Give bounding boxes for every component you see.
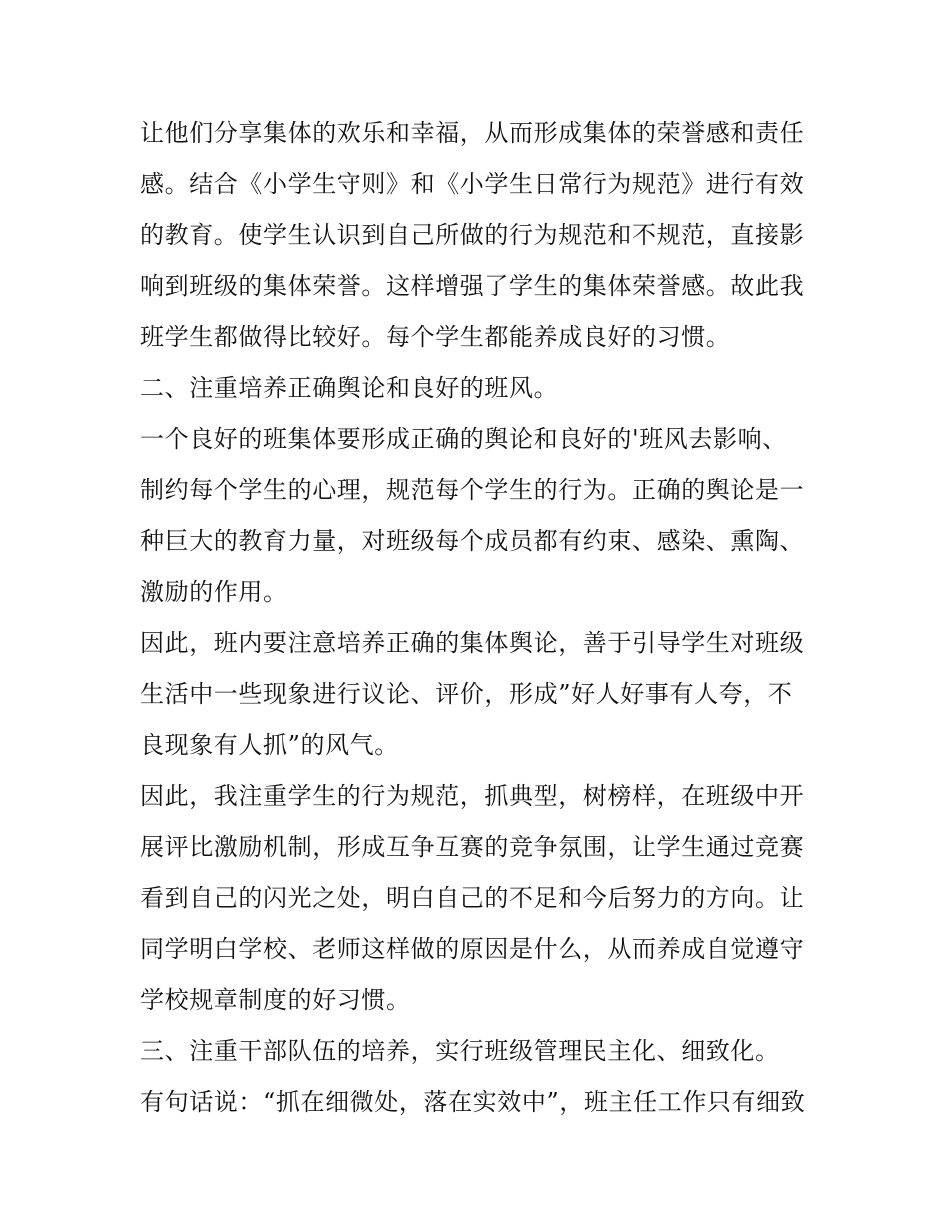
text-line: 因此，我注重学生的行为规范，抓典型，树榜样，在班级中开 (140, 782, 805, 810)
text-line: 同学明白学校、老师这样做的原因是什么，从而养成自觉遵守 (140, 935, 805, 963)
section-heading: 三、注重干部队伍的培养，实行班级管理民主化、细致化。 (140, 1037, 780, 1065)
section-heading: 二、注重培养正确舆论和良好的班风。 (140, 374, 559, 402)
text-line: 学校规章制度的好习惯。 (140, 986, 411, 1014)
body-text (140, 108, 820, 1128)
text-line: 良现象有人抓”的风气。 (140, 731, 399, 759)
text-line: 有句话说：“抓在细微处，落在实效中”，班主任工作只有细致 (140, 1088, 806, 1116)
text-line: 展评比激励机制，形成互争互赛的竞争氛围，让学生通过竞赛 (140, 833, 805, 861)
text-line: 响到班级的集体荣誉。这样增强了学生的集体荣誉感。故此我 (140, 272, 805, 300)
text-line: 看到自己的闪光之处，明白自己的不足和今后努力的方向。让 (140, 884, 805, 912)
text-line: 班学生都做得比较好。每个学生都能养成良好的习惯。 (140, 323, 731, 351)
text-line: 让他们分享集体的欢乐和幸福，从而形成集体的荣誉感和责任 (140, 119, 805, 147)
text-line: 的教育。使学生认识到自己所做的行为规范和不规范，直接影 (140, 221, 805, 249)
text-line: 一个良好的班集体要形成正确的舆论和良好的'班风去影响、 (140, 425, 787, 453)
text-line: 激励的作用。 (140, 578, 288, 606)
text-line: 因此，班内要注意培养正确的集体舆论，善于引导学生对班级 (140, 629, 805, 657)
text-line: 感。结合《小学生守则》和《小学生日常行为规范》进行有效 (140, 170, 805, 198)
text-line: 制约每个学生的心理，规范每个学生的行为。正确的舆论是一 (140, 476, 805, 504)
text-line: 种巨大的教育力量，对班级每个成员都有约束、感染、熏陶、 (140, 527, 805, 555)
text-line: 生活中一些现象进行议论、评价，形成”好人好事有人夸，不 (140, 680, 793, 708)
